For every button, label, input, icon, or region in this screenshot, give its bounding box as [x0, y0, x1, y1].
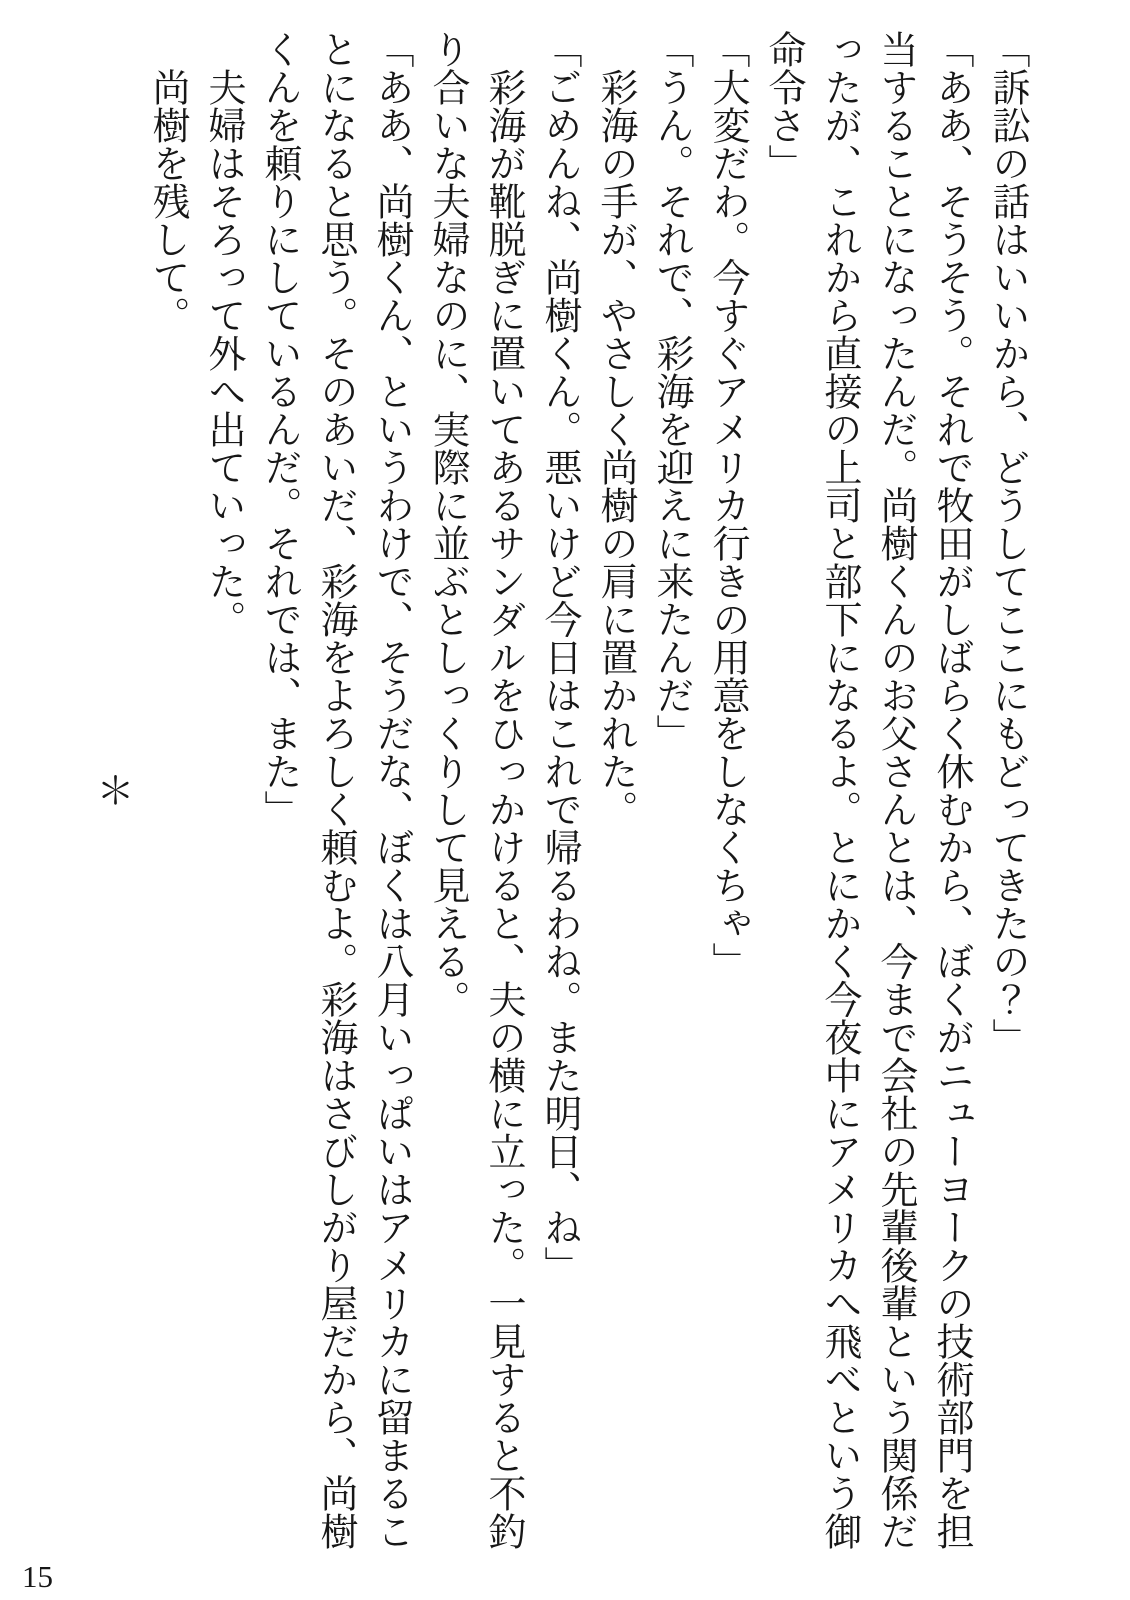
paragraph-4: 「うん。それで、彩海を迎えに来たんだ」: [650, 30, 692, 752]
paragraph-5: 彩海の手が、やさしく尚樹の肩に置かれた。: [594, 68, 636, 828]
scene-break-asterisk: ＊: [90, 771, 132, 809]
paragraph-3: 「大変だわ。今すぐアメリカ行きの用意をしなくちゃ」: [706, 30, 748, 980]
paragraph-2: 「ああ、そうそう。それで牧田がしばらく休むから、ぼくがニューヨークの技術部門を担当することになったんだ。尚樹くんのお父さんとは、今まで会社の先輩後輩という関係だったが、これから直接の上司と部下になるよ。とにかく今夜中にアメリカへ飛べという御命令さ」: [762, 30, 972, 1550]
paragraph-10: 尚樹を残して。: [146, 68, 188, 334]
paragraph-7: 彩海が靴脱ぎに置いてあるサンダルをひっかけると、夫の横に立った。一見すると不釣り合いな夫婦なのに、実際に並ぶとしっくりして見える。: [426, 30, 524, 1550]
paragraph-9: 夫婦はそろって外へ出ていった。: [202, 68, 244, 638]
paragraph-6: 「ごめんね、尚樹くん。悪いけど今日はこれで帰るわね。また明日、ね」: [538, 30, 580, 1284]
paragraph-8: 「ああ、尚樹くん、というわけで、そうだな、ぼくは八月いっぱいはアメリカに留まることになると思う。そのあいだ、彩海をよろしく頼むよ。彩海はさびしがり屋だから、尚樹くんを頼りにしているんだ。それでは、また」: [258, 30, 412, 1550]
page-number: 15: [22, 1559, 53, 1594]
vertical-text-block: [83, 30, 1035, 1550]
paragraph-1: 「訴訟の話はいいから、どうしてここにもどってきたの？」: [986, 30, 1028, 1056]
